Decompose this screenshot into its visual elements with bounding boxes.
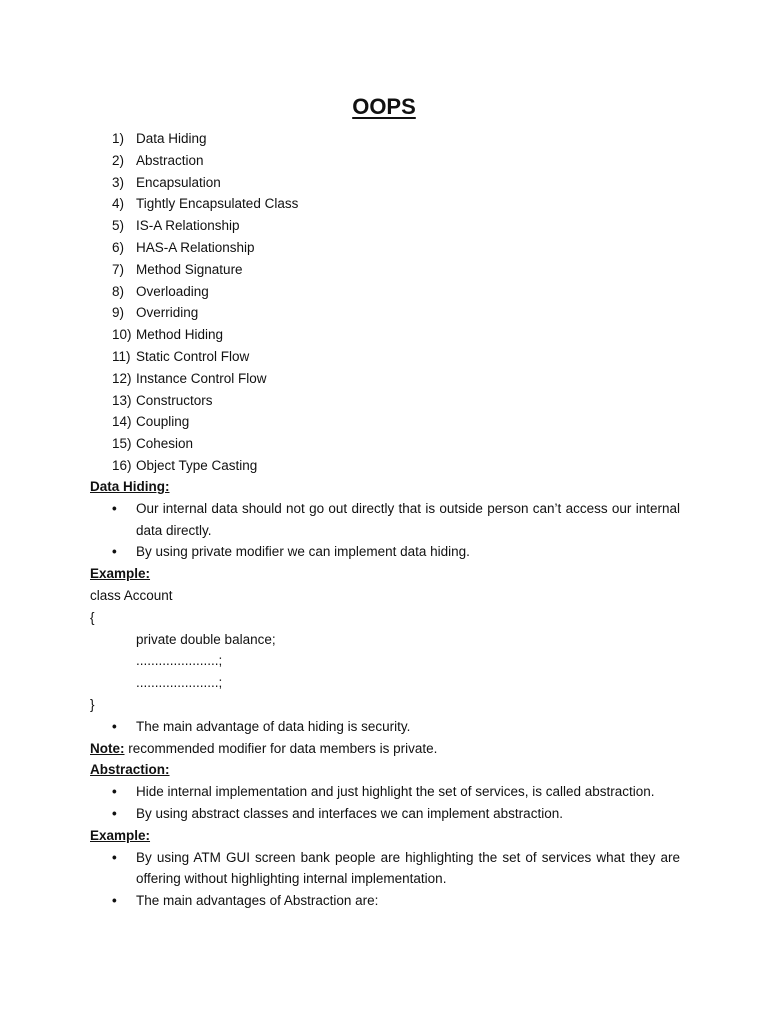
list-number: 10): [112, 327, 132, 343]
list-label: Data Hiding: [136, 131, 207, 146]
bullet-item: • Hide internal implementation and just highlight the set of services, is called abstraction.: [90, 781, 680, 803]
list-number: 11): [112, 348, 131, 364]
list-item: [112, 259, 298, 281]
list-item: [112, 324, 298, 346]
list-label: Coupling: [136, 414, 190, 430]
list-number: 7): [112, 261, 125, 277]
list-number: 8): [112, 283, 125, 299]
bullet-item: • The main advantage of data hiding is security.: [90, 716, 680, 738]
list-label: Constructors: [136, 392, 213, 408]
list-item: [112, 302, 298, 324]
bullet-item: • The main advantages of Abstraction are:: [90, 890, 680, 912]
list-item: [112, 215, 298, 237]
document-body: [90, 476, 680, 912]
bullet-item: • By using ATM GUI screen bank people are highlighting the set of services what they are offering without highlighting internal implementation.: [90, 847, 680, 891]
list-label: Instance Control Flow: [136, 370, 267, 386]
list-label: Overloading: [136, 283, 209, 299]
bullet-item: • Our internal data should not go out directly that is outside person can’t access our internal data directly.: [90, 498, 680, 542]
list-label: Method Signature: [136, 261, 243, 277]
list-item: [112, 172, 298, 194]
list-number: 14): [112, 414, 132, 430]
list-item: [112, 455, 298, 477]
code-line: class Account: [90, 587, 173, 603]
code-line: }: [90, 696, 95, 712]
list-number: 3): [112, 174, 125, 190]
list-item: [112, 281, 298, 303]
list-number: 6): [112, 239, 125, 255]
list-label: HAS-A Relationship: [136, 239, 255, 255]
list-number: 5): [112, 218, 125, 234]
page-title: OOPS: [352, 94, 416, 119]
list-label: Cohesion: [136, 436, 194, 452]
code-line: private double balance;: [136, 631, 276, 647]
list-label: Object Type Casting: [136, 457, 258, 473]
list-label: Tightly Encapsulated Class: [136, 196, 299, 212]
list-item: [112, 346, 298, 368]
list-label: Encapsulation: [136, 174, 221, 190]
list-item: [112, 128, 298, 150]
list-item: [112, 433, 298, 455]
list-label: Static Control Flow: [136, 348, 250, 364]
topic-list: [112, 128, 298, 477]
list-number: 13): [112, 392, 132, 408]
list-label: Abstraction: [136, 152, 204, 168]
list-item: [112, 237, 298, 259]
note-text: recommended modifier for data members is private.: [124, 740, 438, 756]
list-item: [112, 150, 298, 172]
code-line: ......................;: [136, 675, 223, 691]
example-heading: Example:: [90, 566, 151, 582]
note-line: [90, 738, 680, 760]
list-item: [112, 390, 298, 412]
code-line: ......................;: [136, 653, 223, 669]
list-number: 12): [112, 370, 132, 386]
section-heading-data-hiding: Data Hiding:: [90, 479, 170, 494]
list-number: 2): [112, 152, 125, 168]
note-label: Note:: [90, 740, 125, 756]
list-number: 9): [112, 305, 125, 321]
list-number: 1): [112, 131, 125, 146]
example-heading: Example:: [90, 827, 151, 843]
section-heading-abstraction: Abstraction:: [90, 762, 170, 778]
list-item: [112, 193, 298, 215]
list-label: Method Hiding: [136, 327, 224, 343]
code-line: {: [90, 609, 95, 625]
bullet-item: • By using abstract classes and interfaces we can implement abstraction.: [90, 803, 680, 825]
list-number: 4): [112, 196, 125, 212]
list-item: [112, 411, 298, 433]
list-number: 16): [112, 457, 132, 473]
list-item: [112, 368, 298, 390]
bullet-item: • By using private modifier we can implement data hiding.: [90, 541, 680, 563]
list-number: 15): [112, 436, 132, 452]
list-label: IS-A Relationship: [136, 218, 240, 234]
list-label: Overriding: [136, 305, 199, 321]
